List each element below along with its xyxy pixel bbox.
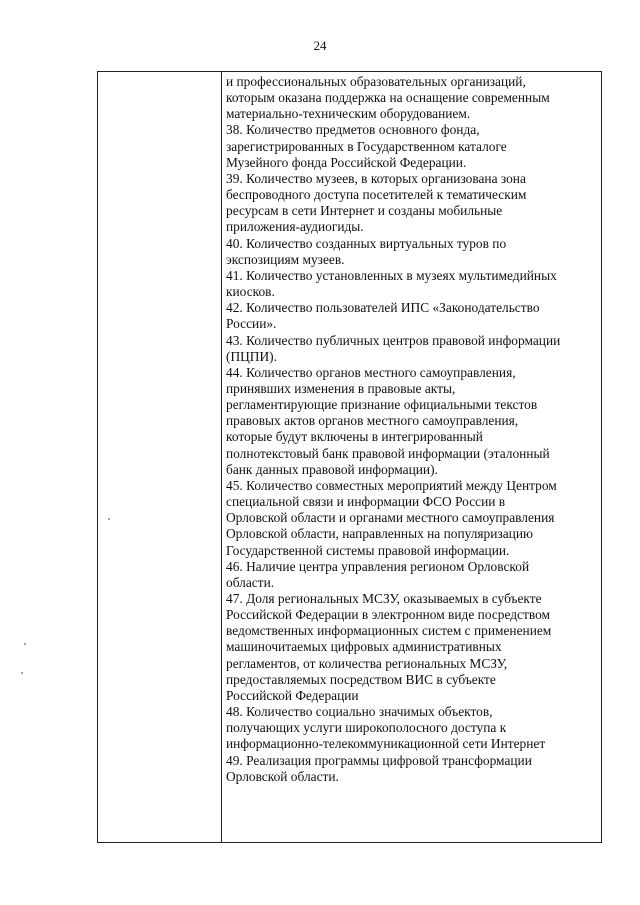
page-number: 24 (313, 38, 327, 53)
text-line: предоставляемых посредством ВИС в субъекте (226, 671, 496, 687)
text-line: которым оказана поддержка на оснащение современным (226, 90, 550, 106)
text-line: регламентов, от количества региональных МСЗУ, (226, 655, 508, 671)
scan-speck (21, 672, 23, 674)
text-line: полнотекстовый банк правовой информации (эталонный (226, 445, 550, 461)
indicator-40-line: 40. Количество созданных виртуальных туров по (226, 235, 507, 251)
indicator-44-line: 44. Количество органов местного самоуправления, (226, 364, 516, 380)
indicator-48-line: 48. Количество социально значимых объектов, (226, 704, 493, 720)
text-line: машиночитаемых цифровых административных (226, 639, 502, 655)
indicator-47-line: 47. Доля региональных МСЗУ, оказываемых в субъекте (226, 591, 542, 606)
text-line: области. (226, 574, 275, 590)
text-line: России». (226, 316, 277, 332)
text-line: приложения-аудиогиды. (226, 219, 364, 235)
scan-speck (108, 518, 110, 520)
text-line: материально-техническим оборудованием. (226, 106, 471, 122)
text-line: получающих услуги широкополосного доступа к (226, 720, 507, 736)
text-line: принявших изменения в правовые акты, (226, 380, 456, 396)
text-line: банк данных правовой информации). (226, 461, 438, 477)
indicator-38-line: 38. Количество предметов основного фонда, (226, 122, 480, 138)
indicator-42-line: 42. Количество пользователей ИПС «Законодательство (226, 300, 540, 316)
indicator-39-line: 39. Количество музеев, в которых организована зона (226, 170, 526, 186)
column-divider (221, 72, 222, 842)
text-line: Российской Федерации (226, 687, 359, 703)
text-line: информационно-телекоммуникационной сети Интернет (226, 736, 546, 752)
indicator-41-line: 41. Количество установленных в музеях мультимедийных (226, 267, 557, 283)
indicator-table (97, 71, 602, 843)
text-line: беспроводного доступа посетителей к тематическим (226, 187, 527, 203)
text-line: экспозициям музеев. (226, 251, 345, 267)
scan-speck (24, 643, 26, 645)
text-line: киосков. (226, 284, 275, 300)
text-line: ресурсам в сети Интернет и созданы мобильные (226, 203, 503, 219)
indicator-list-cell (226, 74, 597, 842)
text-line: ведомственных информационных систем с применением (226, 623, 552, 639)
text-line: зарегистрированных в Государственном каталоге (226, 138, 507, 154)
indicator-46-line: 46. Наличие центра управления регионом Орловской (226, 558, 530, 574)
text-line: правовых актов органов местного самоуправления, (226, 413, 519, 429)
text-line: Музейного фонда Российской Федерации. (226, 154, 467, 170)
text-line: которые будут включены в интегрированный (226, 429, 483, 445)
text-line: регламентирующие признание официальными текстов (226, 397, 538, 413)
text-line: специальной связи и информации ФСО России в (226, 494, 506, 510)
indicator-43-line: 43. Количество публичных центров правовой информации (226, 332, 561, 348)
text-line: Орловской области. (226, 768, 339, 784)
indicator-49-line: 49. Реализация программы цифровой трансформации (226, 752, 532, 768)
text-line: Орловской области, направленных на популяризацию (226, 526, 533, 542)
indicator-45-line: 45. Количество совместных мероприятий между Центром (226, 477, 557, 493)
table-cell-empty (98, 72, 221, 842)
text-line: Государственной системы правовой информации. (226, 542, 510, 558)
text-line: Российской Федерации в электронном виде посредством (226, 607, 551, 623)
text-line: Орловской области и органами местного самоуправления (226, 510, 555, 526)
text-line: (ПЦПИ). (226, 348, 277, 364)
text-line: и профессиональных образовательных организаций, (226, 74, 526, 89)
